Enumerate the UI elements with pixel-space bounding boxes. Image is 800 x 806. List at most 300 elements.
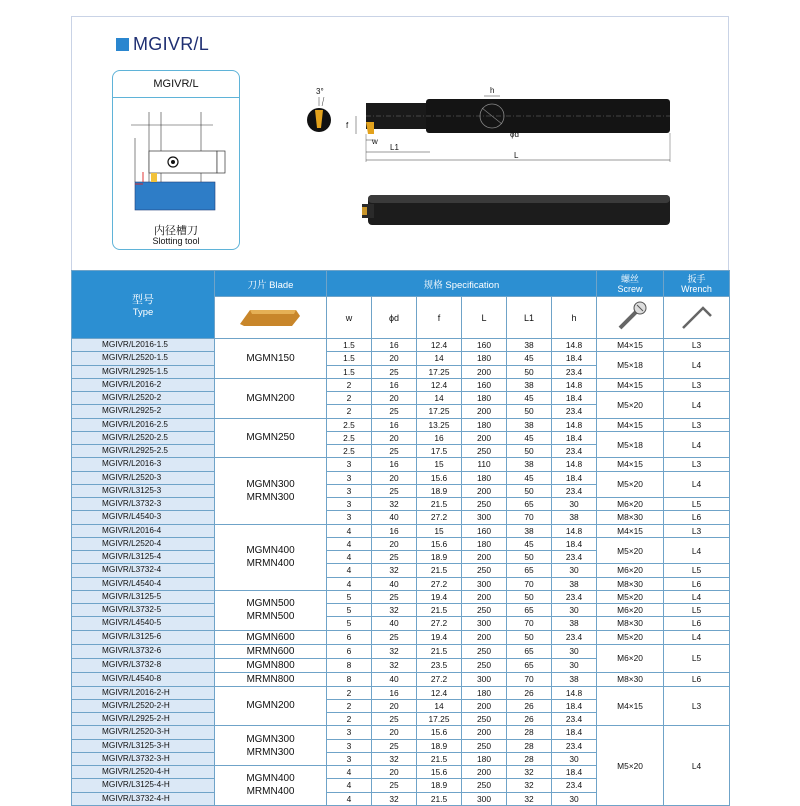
cell-spec: 50	[507, 551, 552, 564]
col-d: ϕd	[372, 297, 417, 339]
cell-screw: M6×20	[597, 644, 664, 672]
cell-type: MGIVR/L3732-4	[72, 564, 215, 577]
cell-spec: 23.4	[552, 630, 597, 644]
tool-type-caption-cn: 内径槽刀	[154, 225, 198, 237]
cell-spec: 17.25	[417, 365, 462, 378]
cell-screw: M4×15	[597, 378, 664, 391]
cell-spec: 180	[462, 537, 507, 550]
cell-type: MGIVR/L2925-2-H	[72, 713, 215, 726]
cell-spec: 3	[327, 511, 372, 524]
cell-spec: 23.5	[417, 658, 462, 672]
table-row	[72, 630, 730, 644]
cell-screw: M5×18	[597, 352, 664, 379]
cell-spec: 70	[507, 617, 552, 630]
cell-type: MGIVR/L2016-2.5	[72, 418, 215, 431]
cell-spec: 4	[327, 537, 372, 550]
cell-spec: 28	[507, 739, 552, 752]
cell-screw: M6×20	[597, 604, 664, 617]
cell-spec: 1.5	[327, 365, 372, 378]
cell-spec: 32	[372, 658, 417, 672]
cell-spec: 6	[327, 630, 372, 644]
dim-h-label: h	[490, 86, 495, 95]
cell-spec: 40	[372, 511, 417, 524]
cell-blade	[215, 378, 327, 418]
title-square-icon	[116, 38, 129, 51]
cell-type: MGIVR/L4540-5	[72, 617, 215, 630]
cell-spec: 4	[327, 524, 372, 537]
header-wrench	[664, 271, 730, 297]
cell-spec: 17.5	[417, 445, 462, 458]
cell-type: MGIVR/L2016-2	[72, 378, 215, 391]
blade-line: MGMN300	[246, 733, 295, 745]
table-row	[72, 524, 730, 537]
header-wrench-cn: 扳手	[687, 273, 706, 284]
blade-line: MRMN300	[246, 746, 295, 758]
cell-spec: 180	[462, 352, 507, 365]
cell-screw: M5×20	[597, 392, 664, 419]
cell-spec: 16	[372, 339, 417, 352]
cell-spec: 180	[462, 752, 507, 765]
spec-table-body	[72, 339, 730, 806]
cell-screw: M5×18	[597, 431, 664, 458]
cell-type: MGIVR/L2925-1.5	[72, 365, 215, 378]
cell-spec: 32	[372, 564, 417, 577]
cell-type: MGIVR/L3125-5	[72, 590, 215, 603]
cell-spec: 200	[462, 431, 507, 444]
cell-spec: 5	[327, 617, 372, 630]
cell-spec: 14.8	[552, 458, 597, 471]
dim-L1-label: L1	[390, 143, 399, 152]
header-spec: 规格 Specification	[327, 271, 597, 297]
cell-spec: 20	[372, 699, 417, 712]
cell-type: MGIVR/L2520-3	[72, 471, 215, 484]
blade-line: MRMN600	[246, 645, 295, 657]
cell-type: MGIVR/L4540-3	[72, 511, 215, 524]
cell-spec: 38	[507, 524, 552, 537]
cell-screw: M8×30	[597, 511, 664, 524]
cell-type: MGIVR/L2016-3	[72, 458, 215, 471]
cell-type: MGIVR/L2520-2.5	[72, 431, 215, 444]
table-row	[72, 339, 730, 352]
cell-spec: 23.4	[552, 484, 597, 497]
cell-spec: 4	[327, 766, 372, 779]
page-title-text: MGIVR/L	[133, 34, 210, 54]
cell-spec: 16	[372, 524, 417, 537]
cell-spec: 40	[372, 672, 417, 686]
cell-spec: 16	[372, 458, 417, 471]
cell-spec: 23.4	[552, 365, 597, 378]
cell-spec: 21.5	[417, 644, 462, 658]
cell-spec: 15	[417, 524, 462, 537]
cell-spec: 180	[462, 686, 507, 699]
cell-spec: 2.5	[327, 431, 372, 444]
cell-spec: 16	[372, 378, 417, 391]
cell-spec: 38	[507, 339, 552, 352]
cell-screw: M5×20	[597, 471, 664, 498]
cell-type: MGIVR/L2925-2	[72, 405, 215, 418]
cell-spec: 65	[507, 604, 552, 617]
table-row	[72, 564, 730, 577]
blade-insert-icon	[215, 297, 327, 339]
cell-spec: 180	[462, 392, 507, 405]
cell-spec: 18.9	[417, 739, 462, 752]
cell-spec: 26	[507, 686, 552, 699]
cell-spec: 16	[417, 431, 462, 444]
cell-spec: 18.9	[417, 551, 462, 564]
cell-blade	[215, 766, 327, 806]
cell-spec: 38	[552, 672, 597, 686]
cell-wrench: L5	[664, 644, 730, 672]
cell-spec: 2.5	[327, 445, 372, 458]
cell-wrench: L3	[664, 524, 730, 537]
cell-wrench: L6	[664, 617, 730, 630]
cell-type: MGIVR/L3732-5	[72, 604, 215, 617]
cell-screw: M8×30	[597, 617, 664, 630]
cell-spec: 45	[507, 537, 552, 550]
cell-spec: 65	[507, 644, 552, 658]
cell-spec: 3	[327, 471, 372, 484]
cell-spec: 21.5	[417, 604, 462, 617]
cell-type: MGIVR/L2520-3-H	[72, 726, 215, 739]
tool-type-caption-en: Slotting tool	[152, 236, 200, 246]
cell-spec: 20	[372, 471, 417, 484]
tool-type-card	[112, 70, 240, 250]
table-row	[72, 686, 730, 699]
cell-screw: M4×15	[597, 524, 664, 537]
cell-spec: 15.6	[417, 766, 462, 779]
cell-spec: 38	[507, 458, 552, 471]
col-h: h	[552, 297, 597, 339]
cell-spec: 45	[507, 431, 552, 444]
cell-spec: 18.9	[417, 484, 462, 497]
cell-spec: 200	[462, 551, 507, 564]
table-row	[72, 378, 730, 391]
table-row	[72, 511, 730, 524]
cell-spec: 3	[327, 739, 372, 752]
cell-spec: 200	[462, 590, 507, 603]
cell-spec: 2	[327, 686, 372, 699]
cell-spec: 25	[372, 405, 417, 418]
table-row	[72, 672, 730, 686]
cell-spec: 12.4	[417, 339, 462, 352]
header-screw	[597, 271, 664, 297]
cell-wrench: L4	[664, 590, 730, 603]
cell-spec: 250	[462, 644, 507, 658]
cell-type: MGIVR/L4540-8	[72, 672, 215, 686]
cell-type: MGIVR/L2520-2	[72, 392, 215, 405]
cell-wrench: L6	[664, 577, 730, 590]
cell-spec: 5	[327, 604, 372, 617]
cell-screw: M6×20	[597, 498, 664, 511]
cell-screw: M5×20	[597, 630, 664, 644]
cell-spec: 300	[462, 577, 507, 590]
cell-spec: 160	[462, 524, 507, 537]
cell-spec: 45	[507, 352, 552, 365]
cell-spec: 30	[552, 752, 597, 765]
screw-icon	[597, 297, 664, 339]
cell-spec: 200	[462, 766, 507, 779]
cell-spec: 30	[552, 792, 597, 805]
cell-screw: M8×30	[597, 577, 664, 590]
cell-wrench: L4	[664, 471, 730, 498]
header-screw-cn: 螺丝	[621, 273, 640, 284]
table-row	[72, 471, 730, 484]
table-row	[72, 352, 730, 365]
header-type-en: Type	[132, 307, 154, 318]
cell-spec: 250	[462, 604, 507, 617]
cell-spec: 23.4	[552, 405, 597, 418]
cell-spec: 19.4	[417, 590, 462, 603]
cell-spec: 16	[372, 686, 417, 699]
slotting-tool-diagram-icon	[113, 98, 240, 222]
cell-spec: 30	[552, 658, 597, 672]
cell-blade	[215, 644, 327, 658]
cell-spec: 250	[462, 779, 507, 792]
cell-spec: 250	[462, 498, 507, 511]
tool-type-card-title: MGIVR/L	[113, 71, 239, 98]
cell-spec: 16	[372, 418, 417, 431]
cell-spec: 300	[462, 511, 507, 524]
cell-screw: M4×15	[597, 686, 664, 726]
cell-spec: 50	[507, 365, 552, 378]
cell-type: MGIVR/L2925-2.5	[72, 445, 215, 458]
cell-wrench: L6	[664, 511, 730, 524]
table-row	[72, 537, 730, 550]
cell-screw: M5×20	[597, 590, 664, 603]
col-L: L	[462, 297, 507, 339]
blade-line: MGMN400	[246, 773, 295, 785]
cell-type: MGIVR/L3732-6	[72, 644, 215, 658]
cell-spec: 50	[507, 445, 552, 458]
cell-spec: 50	[507, 630, 552, 644]
cell-spec: 40	[372, 577, 417, 590]
cell-spec: 50	[507, 590, 552, 603]
cell-spec: 25	[372, 713, 417, 726]
cell-spec: 110	[462, 458, 507, 471]
cell-type: MGIVR/L2016-2-H	[72, 686, 215, 699]
cell-type: MGIVR/L3732-3-H	[72, 752, 215, 765]
cell-spec: 45	[507, 392, 552, 405]
cell-type: MGIVR/L2520-4	[72, 537, 215, 550]
cell-spec: 70	[507, 577, 552, 590]
cell-wrench: L4	[664, 392, 730, 419]
cell-spec: 3	[327, 726, 372, 739]
cell-type: MGIVR/L3125-4-H	[72, 779, 215, 792]
cell-spec: 27.2	[417, 672, 462, 686]
blade-line: MGMN400	[246, 545, 295, 557]
cell-screw: M4×15	[597, 418, 664, 431]
cell-spec: 20	[372, 537, 417, 550]
header-screw-en: Screw	[617, 283, 643, 294]
cell-spec: 32	[372, 498, 417, 511]
cell-spec: 2	[327, 699, 372, 712]
cell-spec: 27.2	[417, 577, 462, 590]
cell-wrench: L3	[664, 378, 730, 391]
cell-type: MGIVR/L2520-1.5	[72, 352, 215, 365]
cell-spec: 14.8	[552, 378, 597, 391]
cell-spec: 32	[372, 644, 417, 658]
cell-spec: 3	[327, 498, 372, 511]
cell-spec: 250	[462, 445, 507, 458]
cell-spec: 27.2	[417, 617, 462, 630]
cell-screw: M5×20	[597, 537, 664, 564]
cell-wrench: L4	[664, 537, 730, 564]
blade-line: MGMN200	[246, 392, 295, 404]
blade-line: MRMN800	[246, 673, 295, 685]
cell-spec: 18.4	[552, 699, 597, 712]
cell-blade	[215, 658, 327, 672]
cell-spec: 5	[327, 590, 372, 603]
cell-spec: 50	[507, 484, 552, 497]
insert-tip	[366, 122, 374, 134]
cell-spec: 25	[372, 445, 417, 458]
cell-spec: 32	[507, 792, 552, 805]
cell-spec: 30	[552, 644, 597, 658]
table-row	[72, 577, 730, 590]
table-row	[72, 617, 730, 630]
header-wrench-en: Wrench	[681, 283, 712, 294]
cell-spec: 200	[462, 405, 507, 418]
cell-spec: 38	[552, 577, 597, 590]
cell-spec: 300	[462, 792, 507, 805]
cell-spec: 23.4	[552, 739, 597, 752]
cell-spec: 15.6	[417, 471, 462, 484]
cell-spec: 25	[372, 365, 417, 378]
cell-spec: 250	[462, 564, 507, 577]
cell-blade	[215, 630, 327, 644]
cell-spec: 4	[327, 551, 372, 564]
cell-spec: 250	[462, 658, 507, 672]
col-L1: L1	[507, 297, 552, 339]
cell-spec: 18.4	[552, 431, 597, 444]
cell-spec: 160	[462, 339, 507, 352]
cell-type: MGIVR/L3125-3-H	[72, 739, 215, 752]
cell-spec: 20	[372, 352, 417, 365]
cell-wrench: L4	[664, 726, 730, 806]
cell-spec: 300	[462, 672, 507, 686]
cell-wrench: L3	[664, 339, 730, 352]
table-row	[72, 458, 730, 471]
blade-line: MGMN150	[246, 352, 295, 364]
col-w: w	[327, 297, 372, 339]
wrench-icon	[664, 297, 730, 339]
cell-spec: 300	[462, 617, 507, 630]
cell-wrench: L3	[664, 686, 730, 726]
cell-spec: 8	[327, 658, 372, 672]
table-row	[72, 431, 730, 444]
cell-type: MGIVR/L3125-6	[72, 630, 215, 644]
cell-spec: 32	[372, 792, 417, 805]
cell-spec: 25	[372, 484, 417, 497]
cell-spec: 38	[507, 418, 552, 431]
cell-spec: 14	[417, 352, 462, 365]
page-title	[116, 34, 209, 55]
cell-wrench: L5	[664, 498, 730, 511]
cell-spec: 18.4	[552, 352, 597, 365]
cell-spec: 18.4	[552, 726, 597, 739]
cell-wrench: L5	[664, 564, 730, 577]
cell-spec: 45	[507, 471, 552, 484]
cell-spec: 15	[417, 458, 462, 471]
cell-spec: 8	[327, 672, 372, 686]
cell-spec: 200	[462, 365, 507, 378]
blade-line: MGMN800	[246, 659, 295, 671]
cell-wrench: L3	[664, 418, 730, 431]
cell-screw: M4×15	[597, 458, 664, 471]
cell-spec: 32	[372, 752, 417, 765]
cell-spec: 14	[417, 392, 462, 405]
blade-line: MRMN300	[246, 491, 295, 503]
table-row	[72, 498, 730, 511]
cell-spec: 18.9	[417, 779, 462, 792]
cell-spec: 12.4	[417, 378, 462, 391]
col-f: f	[417, 297, 462, 339]
cell-spec: 18.4	[552, 537, 597, 550]
cell-screw: M8×30	[597, 672, 664, 686]
cell-spec: 26	[507, 713, 552, 726]
table-row	[72, 604, 730, 617]
cell-screw: M6×20	[597, 564, 664, 577]
cell-blade	[215, 418, 327, 458]
cell-spec: 26	[507, 699, 552, 712]
tool-dimension-drawing	[296, 82, 686, 232]
cell-spec: 200	[462, 630, 507, 644]
cell-spec: 32	[507, 766, 552, 779]
cell-spec: 30	[552, 604, 597, 617]
cell-spec: 2	[327, 392, 372, 405]
cell-spec: 38	[507, 378, 552, 391]
cell-spec: 20	[372, 392, 417, 405]
cell-screw: M4×15	[597, 339, 664, 352]
cell-wrench: L4	[664, 431, 730, 458]
cell-spec: 180	[462, 471, 507, 484]
cell-spec: 25	[372, 630, 417, 644]
cell-wrench: L6	[664, 672, 730, 686]
cell-wrench: L4	[664, 630, 730, 644]
cell-type: MGIVR/L3732-8	[72, 658, 215, 672]
cell-spec: 70	[507, 672, 552, 686]
blade-line: MGMN300	[246, 478, 295, 490]
cell-wrench: L5	[664, 604, 730, 617]
cell-spec: 28	[507, 726, 552, 739]
blade-line: MRMN500	[246, 611, 295, 623]
cell-spec: 20	[372, 726, 417, 739]
cell-spec: 14.8	[552, 686, 597, 699]
cell-type: MGIVR/L3732-4-H	[72, 792, 215, 805]
cell-spec: 17.25	[417, 713, 462, 726]
cell-spec: 18.4	[552, 766, 597, 779]
cell-spec: 65	[507, 498, 552, 511]
table-row	[72, 726, 730, 739]
angle-label: 3°	[316, 87, 324, 96]
table-row	[72, 644, 730, 658]
cell-spec: 1.5	[327, 339, 372, 352]
cell-blade	[215, 672, 327, 686]
spec-table	[71, 270, 730, 806]
cell-spec: 3	[327, 484, 372, 497]
cell-spec: 200	[462, 726, 507, 739]
cell-spec: 19.4	[417, 630, 462, 644]
cell-spec: 40	[372, 617, 417, 630]
cell-spec: 25	[372, 739, 417, 752]
cell-spec: 200	[462, 699, 507, 712]
cell-spec: 70	[507, 511, 552, 524]
cell-spec: 25	[372, 551, 417, 564]
cell-spec: 13.25	[417, 418, 462, 431]
cell-spec: 160	[462, 378, 507, 391]
cell-spec: 4	[327, 577, 372, 590]
cell-spec: 250	[462, 739, 507, 752]
